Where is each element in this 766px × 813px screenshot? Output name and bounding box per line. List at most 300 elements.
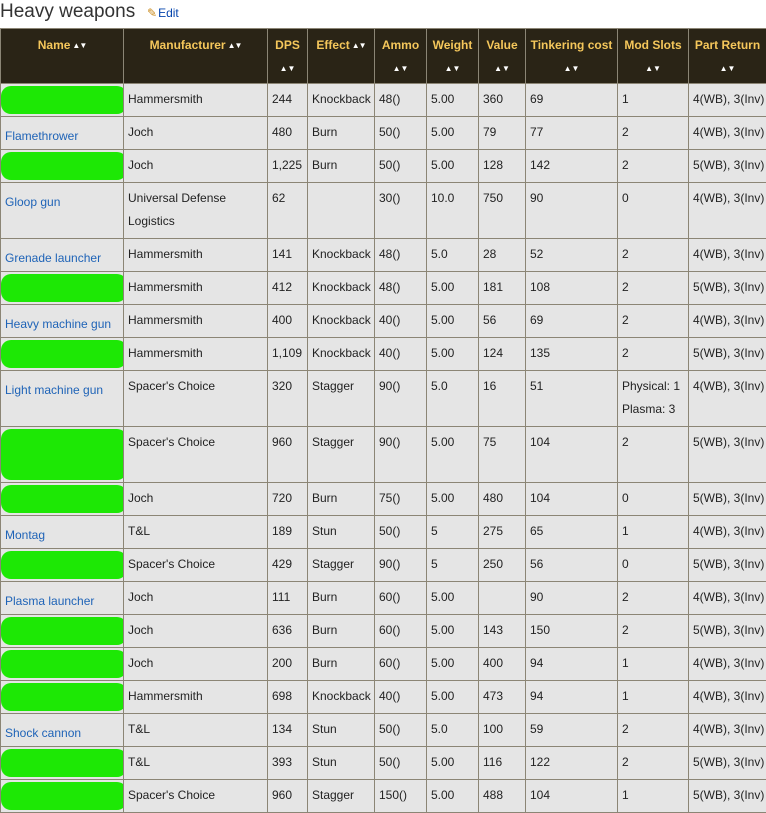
cell-ammo-text: 48() — [379, 92, 422, 107]
redaction-scribble — [1, 683, 124, 711]
cell-mod-slots-text: 2 — [622, 247, 684, 262]
cell-manufacturer — [124, 648, 268, 681]
cell-mod-slots — [618, 516, 689, 549]
cell-name — [1, 84, 124, 117]
cell-weight — [427, 681, 479, 714]
column-header-weight[interactable]: Weight ▲▼ — [427, 29, 479, 84]
cell-tinkering-cost — [526, 84, 618, 117]
cell-ammo-text: 50() — [379, 125, 422, 140]
cell-part-return — [689, 780, 766, 813]
cell-tinkering-cost — [526, 615, 618, 648]
cell-value — [479, 516, 526, 549]
cell-tinkering-cost — [526, 549, 618, 582]
cell-ammo-text: 50() — [379, 524, 422, 539]
cell-weight-text: 5.00 — [431, 788, 474, 803]
table-row — [1, 780, 766, 813]
cell-effect — [308, 150, 375, 183]
cell-manufacturer — [124, 427, 268, 483]
cell-tinkering-cost-text: 56 — [530, 557, 613, 572]
weapon-link[interactable]: Heavy machine gun — [5, 317, 111, 331]
cell-value-text: 143 — [483, 623, 521, 638]
cell-weight-text: 5.0 — [431, 247, 474, 262]
cell-weight — [427, 714, 479, 747]
cell-manufacturer-text: Spacer's Choice — [128, 375, 263, 398]
sort-icon[interactable]: ▲▼ — [72, 42, 86, 50]
cell-manufacturer-text: Joch — [128, 590, 263, 605]
table-row — [1, 681, 766, 714]
cell-weight — [427, 84, 479, 117]
cell-part-return-text: 5(WB), 3(Inv) — [693, 280, 762, 295]
table-row — [1, 239, 766, 272]
sort-icon[interactable]: ▲▼ — [526, 65, 617, 73]
cell-effect — [308, 615, 375, 648]
cell-effect-text: Knockback — [312, 280, 370, 295]
cell-value — [479, 150, 526, 183]
cell-value — [479, 615, 526, 648]
cell-manufacturer-text: T&L — [128, 755, 263, 770]
cell-mod-slots-text: 0 — [622, 557, 684, 572]
cell-name — [1, 549, 124, 582]
cell-manufacturer-text: Universal Defense Logistics — [128, 187, 263, 233]
cell-mod-slots-text: 0 — [622, 491, 684, 506]
cell-manufacturer — [124, 371, 268, 427]
weapon-link[interactable]: Flamethrower — [5, 129, 78, 143]
cell-manufacturer-text: Joch — [128, 623, 263, 638]
cell-tinkering-cost-text: 94 — [530, 656, 613, 671]
cell-part-return — [689, 371, 766, 427]
cell-part-return-text: 4(WB), 3(Inv) — [693, 689, 762, 704]
cell-mod-slots-text: 2 — [622, 590, 684, 605]
cell-manufacturer-text: Spacer's Choice — [128, 431, 263, 454]
cell-tinkering-cost-text: 69 — [530, 313, 613, 328]
cell-part-return-text: 4(WB), 3(Inv) — [693, 722, 762, 737]
cell-manufacturer-text: Hammersmith — [128, 92, 263, 107]
cell-value-text: 488 — [483, 788, 521, 803]
cell-name — [1, 681, 124, 714]
cell-dps — [268, 549, 308, 582]
cell-weight — [427, 338, 479, 371]
weapon-link[interactable]: Montag — [5, 528, 45, 542]
cell-value-text: 28 — [483, 247, 521, 262]
cell-manufacturer — [124, 549, 268, 582]
cell-tinkering-cost-text: 108 — [530, 280, 613, 295]
cell-mod-slots — [618, 615, 689, 648]
cell-mod-slots — [618, 714, 689, 747]
cell-ammo — [375, 338, 427, 371]
cell-mod-slots — [618, 183, 689, 239]
cell-part-return — [689, 305, 766, 338]
redaction-scribble — [1, 749, 124, 777]
cell-name — [1, 150, 124, 183]
cell-dps-text: 698 — [272, 689, 303, 704]
column-header-manufacturer[interactable]: Manufacturer ▲▼ — [124, 29, 268, 84]
cell-part-return — [689, 648, 766, 681]
cell-tinkering-cost-text: 94 — [530, 689, 613, 704]
cell-dps — [268, 183, 308, 239]
cell-mod-slots — [618, 582, 689, 615]
cell-part-return-text: 5(WB), 3(Inv) — [693, 491, 762, 506]
cell-mod-slots-text: 2 — [622, 755, 684, 770]
cell-effect-text: Stagger — [312, 379, 370, 394]
cell-ammo-text: 90() — [379, 435, 422, 450]
cell-ammo-text: 40() — [379, 313, 422, 328]
table-row — [1, 305, 766, 338]
cell-dps-text: 200 — [272, 656, 303, 671]
cell-value-text: 480 — [483, 491, 521, 506]
cell-dps-text: 244 — [272, 92, 303, 107]
cell-tinkering-cost — [526, 272, 618, 305]
cell-tinkering-cost — [526, 117, 618, 150]
table-row — [1, 150, 766, 183]
cell-value — [479, 483, 526, 516]
cell-value-text: 16 — [483, 379, 521, 394]
cell-effect — [308, 714, 375, 747]
cell-dps — [268, 648, 308, 681]
cell-tinkering-cost — [526, 516, 618, 549]
cell-ammo-text: 90() — [379, 379, 422, 394]
weapon-link[interactable]: Plasma launcher — [5, 594, 94, 608]
cell-part-return — [689, 427, 766, 483]
cell-part-return — [689, 272, 766, 305]
heavy-weapons-table — [0, 28, 766, 813]
cell-weight — [427, 615, 479, 648]
cell-weight — [427, 150, 479, 183]
cell-tinkering-cost — [526, 747, 618, 780]
sort-icon[interactable]: ▲▼ — [618, 65, 688, 73]
weapon-link[interactable]: Gloop gun — [5, 195, 60, 209]
cell-dps — [268, 780, 308, 813]
cell-manufacturer-text: Joch — [128, 125, 263, 140]
sort-icon[interactable]: ▲▼ — [479, 65, 525, 73]
column-header-dps[interactable]: DPS ▲▼ — [268, 29, 308, 84]
cell-weight-text: 5.00 — [431, 313, 474, 328]
cell-manufacturer-text: Joch — [128, 491, 263, 506]
cell-value — [479, 272, 526, 305]
cell-effect — [308, 427, 375, 483]
cell-part-return-text: 5(WB), 3(Inv) — [693, 788, 762, 803]
cell-effect — [308, 780, 375, 813]
cell-tinkering-cost-text: 52 — [530, 247, 613, 262]
cell-weight-text: 5.00 — [431, 590, 474, 605]
cell-tinkering-cost-text: 59 — [530, 722, 613, 737]
cell-manufacturer-text: T&L — [128, 722, 263, 737]
cell-part-return — [689, 615, 766, 648]
cell-tinkering-cost — [526, 183, 618, 239]
column-header-ammo[interactable]: Ammo ▲▼ — [375, 29, 427, 84]
cell-weight-text: 5.00 — [431, 280, 474, 295]
cell-part-return — [689, 747, 766, 780]
cell-manufacturer — [124, 582, 268, 615]
cell-weight-text: 5.00 — [431, 656, 474, 671]
cell-name — [1, 338, 124, 371]
cell-manufacturer — [124, 681, 268, 714]
sort-icon[interactable]: ▲▼ — [352, 42, 366, 50]
cell-effect-text: Burn — [312, 491, 370, 506]
cell-effect — [308, 747, 375, 780]
cell-weight-text: 5.00 — [431, 755, 474, 770]
cell-dps-text: 960 — [272, 788, 303, 803]
cell-weight — [427, 516, 479, 549]
cell-ammo — [375, 648, 427, 681]
cell-ammo-text: 48() — [379, 247, 422, 262]
cell-name — [1, 117, 124, 150]
redaction-scribble — [1, 274, 124, 302]
cell-dps — [268, 338, 308, 371]
redaction-scribble — [1, 782, 124, 810]
cell-dps-text: 720 — [272, 491, 303, 506]
cell-dps-text: 429 — [272, 557, 303, 572]
cell-effect-text: Burn — [312, 125, 370, 140]
redaction-scribble — [1, 152, 124, 180]
redaction-scribble — [1, 86, 124, 114]
cell-mod-slots-text: 1 — [622, 656, 684, 671]
cell-mod-slots — [618, 239, 689, 272]
cell-manufacturer-text: Spacer's Choice — [128, 557, 263, 572]
sort-icon[interactable]: ▲▼ — [427, 65, 478, 73]
cell-part-return — [689, 117, 766, 150]
cell-mod-slots-text: 1 — [622, 524, 684, 539]
cell-effect — [308, 239, 375, 272]
cell-weight-text: 5.00 — [431, 92, 474, 107]
cell-effect — [308, 681, 375, 714]
cell-ammo — [375, 516, 427, 549]
cell-value-text: 79 — [483, 125, 521, 140]
cell-dps-text: 1,109 — [272, 346, 303, 361]
cell-value-text: 360 — [483, 92, 521, 107]
table-header-row — [1, 29, 766, 84]
cell-part-return — [689, 84, 766, 117]
cell-mod-slots — [618, 780, 689, 813]
column-header-mod-slots[interactable]: Mod Slots ▲▼ — [618, 29, 689, 84]
cell-manufacturer — [124, 84, 268, 117]
cell-weight — [427, 117, 479, 150]
cell-effect-text: Stagger — [312, 435, 370, 450]
cell-dps-text: 320 — [272, 379, 303, 394]
cell-part-return — [689, 183, 766, 239]
cell-effect-text: Knockback — [312, 313, 370, 328]
cell-part-return-text: 4(WB), 3(Inv) — [693, 247, 762, 262]
cell-dps-text: 393 — [272, 755, 303, 770]
cell-manufacturer — [124, 483, 268, 516]
cell-mod-slots — [618, 338, 689, 371]
weapon-link[interactable]: Light machine gun — [5, 383, 103, 397]
cell-part-return-text: 5(WB), 3(Inv) — [693, 755, 762, 770]
cell-manufacturer — [124, 615, 268, 648]
cell-manufacturer — [124, 780, 268, 813]
cell-manufacturer-text: Hammersmith — [128, 346, 263, 361]
sort-icon[interactable]: ▲▼ — [228, 42, 242, 50]
redaction-scribble — [1, 617, 124, 645]
cell-value-text: 124 — [483, 346, 521, 361]
cell-weight — [427, 648, 479, 681]
cell-part-return-text: 5(WB), 3(Inv) — [693, 557, 762, 572]
cell-tinkering-cost-text: 104 — [530, 435, 613, 450]
redaction-scribble — [1, 340, 124, 368]
cell-weight — [427, 483, 479, 516]
cell-value — [479, 747, 526, 780]
cell-value — [479, 371, 526, 427]
cell-part-return-text: 5(WB), 3(Inv) — [693, 623, 762, 638]
cell-tinkering-cost-text: 77 — [530, 125, 613, 140]
cell-manufacturer — [124, 714, 268, 747]
cell-manufacturer — [124, 516, 268, 549]
cell-effect-text: Knockback — [312, 92, 370, 107]
edit-link[interactable] — [147, 5, 179, 21]
cell-ammo-text: 50() — [379, 158, 422, 173]
cell-value — [479, 714, 526, 747]
cell-mod-slots — [618, 681, 689, 714]
cell-effect — [308, 183, 375, 239]
cell-tinkering-cost — [526, 150, 618, 183]
table-body — [1, 84, 766, 813]
table-row — [1, 427, 766, 483]
column-header-part-return[interactable]: Part Return ▲▼ — [689, 29, 766, 84]
cell-tinkering-cost-text: 122 — [530, 755, 613, 770]
cell-dps-text: 400 — [272, 313, 303, 328]
cell-dps — [268, 150, 308, 183]
cell-mod-slots-text: 2 — [622, 722, 684, 737]
cell-ammo — [375, 84, 427, 117]
cell-dps — [268, 714, 308, 747]
cell-effect — [308, 483, 375, 516]
cell-value-text: 400 — [483, 656, 521, 671]
cell-weight — [427, 305, 479, 338]
cell-weight-text: 5.00 — [431, 491, 474, 506]
cell-mod-slots — [618, 648, 689, 681]
cell-manufacturer-text: Hammersmith — [128, 247, 263, 262]
cell-mod-slots-text: 0 — [622, 187, 684, 210]
cell-ammo — [375, 150, 427, 183]
cell-mod-slots — [618, 272, 689, 305]
cell-value-text: 473 — [483, 689, 521, 704]
cell-effect — [308, 338, 375, 371]
cell-name — [1, 747, 124, 780]
cell-ammo — [375, 427, 427, 483]
cell-tinkering-cost — [526, 371, 618, 427]
cell-mod-slots-text: 2 — [622, 280, 684, 295]
cell-tinkering-cost — [526, 239, 618, 272]
cell-tinkering-cost — [526, 582, 618, 615]
cell-ammo — [375, 681, 427, 714]
cell-effect-text: Knockback — [312, 346, 370, 361]
sort-icon[interactable]: ▲▼ — [375, 65, 426, 73]
cell-name — [1, 272, 124, 305]
cell-value-text: 250 — [483, 557, 521, 572]
column-header-effect[interactable]: Effect ▲▼ — [308, 29, 375, 84]
cell-ammo — [375, 747, 427, 780]
cell-ammo — [375, 305, 427, 338]
cell-ammo — [375, 582, 427, 615]
redaction-scribble — [1, 485, 124, 513]
cell-manufacturer-text: Spacer's Choice — [128, 788, 263, 803]
table-row — [1, 549, 766, 582]
cell-dps-text: 189 — [272, 524, 303, 539]
cell-mod-slots — [618, 747, 689, 780]
cell-mod-slots — [618, 150, 689, 183]
cell-mod-slots-text: 1 — [622, 92, 684, 107]
table-row — [1, 84, 766, 117]
cell-weight — [427, 272, 479, 305]
redaction-scribble — [1, 429, 124, 480]
sort-icon[interactable]: ▲▼ — [268, 65, 307, 73]
cell-dps-text: 636 — [272, 623, 303, 638]
cell-ammo-text: 48() — [379, 280, 422, 295]
cell-name — [1, 483, 124, 516]
cell-mod-slots-text: 2 — [622, 623, 684, 638]
redaction-scribble — [1, 650, 124, 678]
cell-value — [479, 427, 526, 483]
cell-dps — [268, 427, 308, 483]
cell-weight-text: 5 — [431, 524, 474, 539]
cell-weight — [427, 427, 479, 483]
cell-value-text: 128 — [483, 158, 521, 173]
cell-effect-text: Knockback — [312, 247, 370, 262]
cell-ammo-text: 90() — [379, 557, 422, 572]
cell-effect-text: Knockback — [312, 689, 370, 704]
cell-dps-text: 1,225 — [272, 158, 303, 173]
cell-dps-text: 480 — [272, 125, 303, 140]
cell-weight — [427, 183, 479, 239]
sort-icon[interactable]: ▲▼ — [689, 65, 766, 73]
cell-value-text: 181 — [483, 280, 521, 295]
table-row — [1, 714, 766, 747]
cell-ammo-text: 40() — [379, 689, 422, 704]
cell-dps — [268, 84, 308, 117]
cell-name — [1, 183, 124, 239]
cell-weight — [427, 239, 479, 272]
cell-weight-text: 5.00 — [431, 435, 474, 450]
cell-dps — [268, 371, 308, 427]
cell-dps — [268, 582, 308, 615]
cell-tinkering-cost-text: 65 — [530, 524, 613, 539]
cell-value — [479, 117, 526, 150]
cell-ammo — [375, 780, 427, 813]
cell-part-return — [689, 516, 766, 549]
cell-ammo — [375, 714, 427, 747]
cell-manufacturer — [124, 272, 268, 305]
cell-dps-text: 111 — [272, 590, 303, 605]
column-header-tinkering-cost[interactable]: Tinkering cost ▲▼ — [526, 29, 618, 84]
table-row — [1, 272, 766, 305]
cell-dps — [268, 615, 308, 648]
cell-mod-slots — [618, 483, 689, 516]
cell-value-text: 750 — [483, 191, 521, 206]
cell-weight — [427, 549, 479, 582]
cell-manufacturer — [124, 239, 268, 272]
cell-part-return-text: 5(WB), 3(Inv) — [693, 435, 762, 450]
column-header-name[interactable]: Name ▲▼ — [1, 29, 124, 84]
weapon-link[interactable]: Shock cannon — [5, 726, 81, 740]
cell-ammo-text: 150() — [379, 788, 422, 803]
cell-tinkering-cost — [526, 714, 618, 747]
cell-weight-text: 5.0 — [431, 379, 474, 394]
cell-value — [479, 582, 526, 615]
cell-mod-slots-text: 1 — [622, 788, 684, 803]
cell-mod-slots-text: 2 — [622, 346, 684, 361]
weapon-link[interactable]: Grenade launcher — [5, 251, 101, 265]
cell-weight-text: 5.00 — [431, 623, 474, 638]
cell-value-text: 275 — [483, 524, 521, 539]
cell-weight — [427, 747, 479, 780]
column-header-value[interactable]: Value ▲▼ — [479, 29, 526, 84]
cell-tinkering-cost-text: 104 — [530, 491, 613, 506]
redaction-scribble — [1, 551, 124, 579]
table-row — [1, 338, 766, 371]
cell-part-return — [689, 239, 766, 272]
cell-effect — [308, 549, 375, 582]
cell-dps — [268, 747, 308, 780]
cell-effect — [308, 582, 375, 615]
